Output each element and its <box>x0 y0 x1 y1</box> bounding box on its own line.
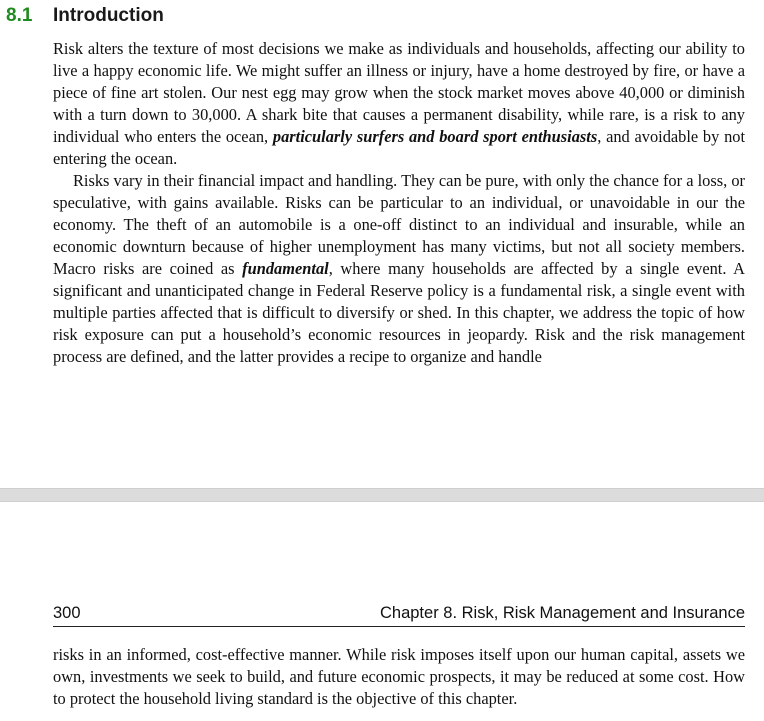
running-header <box>53 600 745 627</box>
section-title: Introduction <box>53 5 164 26</box>
paragraph-1 <box>53 38 745 170</box>
paragraph-2-text-a: Risks vary in their financial impact and handling. They can be pure, with only the chance for a loss, or speculative, with gains available. Risks can be particular to an individual, or unavoidable in our the economy. The theft of an automobile is a one-off distinct to an individual and insurable, while an economic downturn because of higher unemployment has many victims, but not all society members. Macro risks are coined as <box>53 171 745 278</box>
paragraph-2 <box>53 170 745 368</box>
paragraph-1-emphasis: particularly surfers and board sport enthusiasts <box>272 127 598 146</box>
section-number: 8.1 <box>6 5 33 26</box>
paragraph-1-text-a: Risk alters the texture of most decisions we make as individuals and households, affecting our ability to live a happy economic life. We might suffer an illness or injury, have a home destroyed by fire, or have a piece of fine art stolen. Our nest egg may grow when the stock market moves above 40,000 or diminish with a turn down to 30,000. A shark bite that causes a permanent disability, while rare, is a risk to any individual who enters the ocean, <box>53 39 745 146</box>
paragraph-2-continued: risks in an informed, cost-effective manner. While risk imposes itself upon our human capital, assets we own, investments we seek to build, and future economic prospects, it may be reduced at some cost. How to protect the household living standard is the objective of this chapter. <box>53 645 745 708</box>
body-text-continued <box>53 644 745 710</box>
body-text <box>53 38 745 368</box>
chapter-title: Chapter 8. Risk, Risk Management and Insurance <box>379 604 745 622</box>
paragraph-2-emphasis: fundamental <box>242 259 329 278</box>
page-number: 300 <box>53 604 81 622</box>
paragraph-1-text-b: , and avoidable by not entering the ocean. <box>53 127 746 168</box>
page-separator <box>0 488 764 502</box>
paragraph-2-text-b: , where many households are affected by a single event. A significant and unanticipated change in Federal Reserve policy is a fundamental risk, a single event with multiple parties affected that is difficult to diversify or shed. In this chapter, we address the topic of how risk exposure can put a household’s economic resources in jeopardy. Risk and the risk management process are defined, and the latter provides a recipe to organize and handle <box>53 259 745 366</box>
